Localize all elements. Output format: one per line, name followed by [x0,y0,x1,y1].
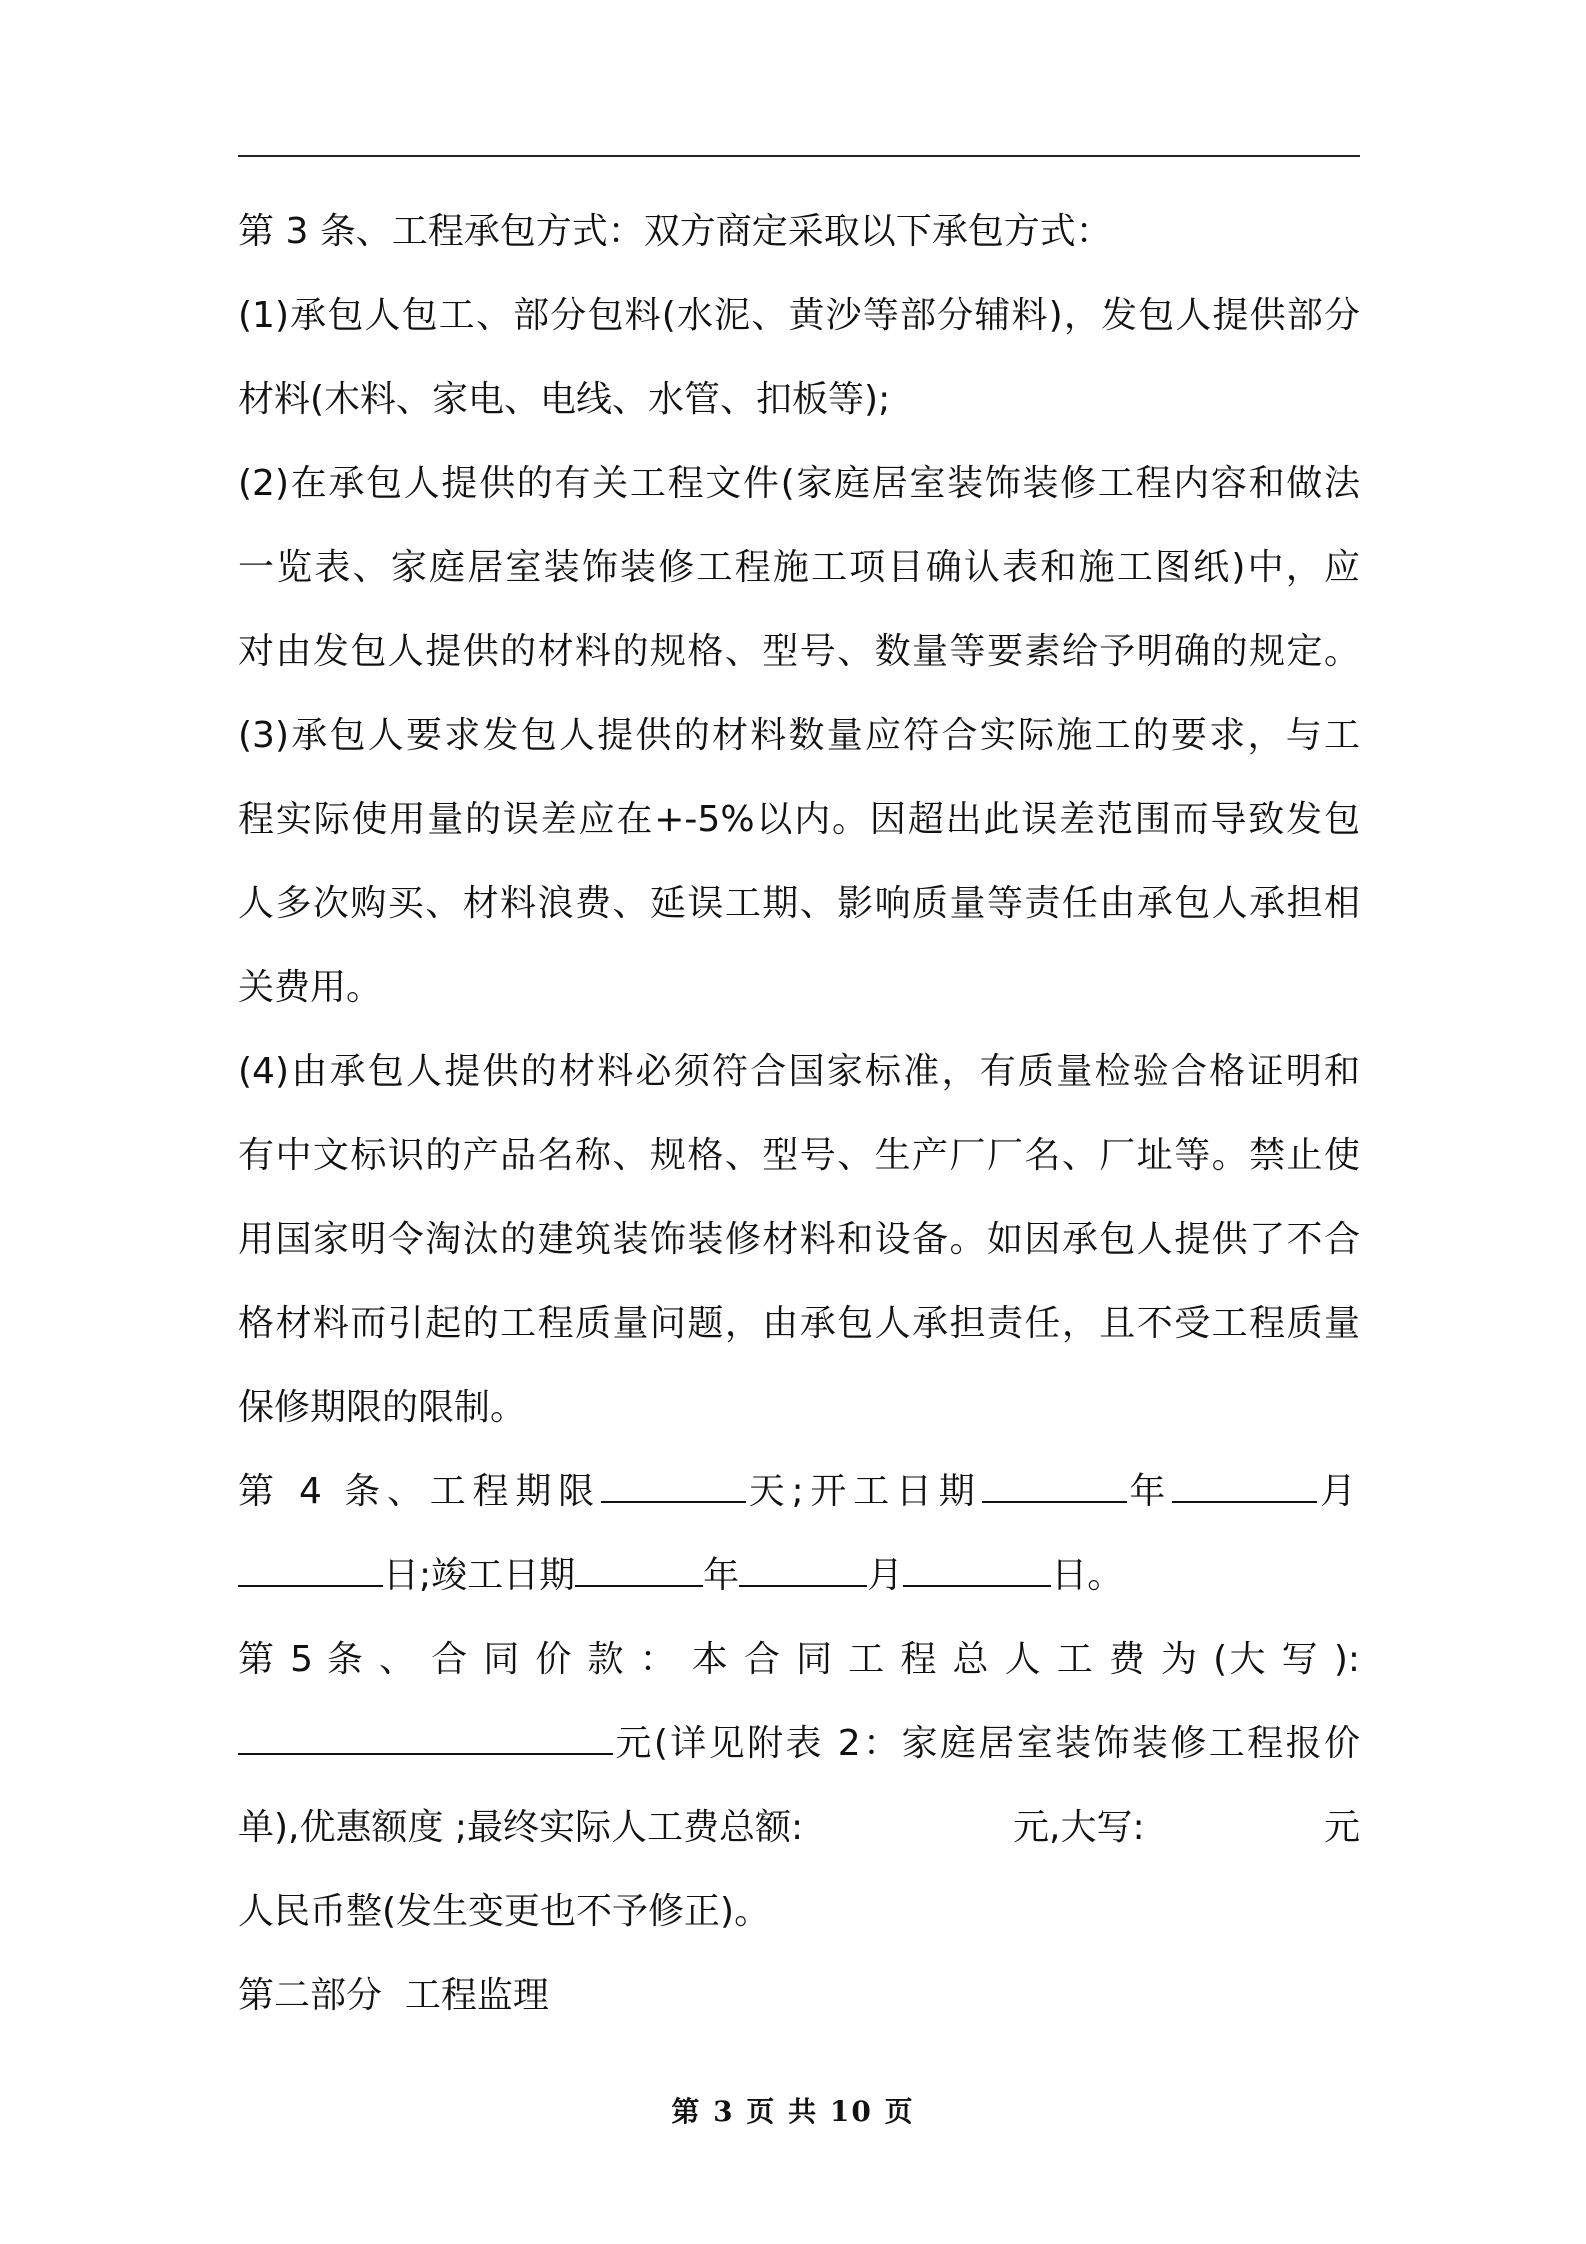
paragraph-line: 人多次购买、材料浪费、延误工期、影响质量等责任由承包人承担相 [238,883,1360,924]
blank-field [238,1555,383,1587]
article-5-text: 元(详见附表 2：家庭居室装饰装修工程报价 [613,1723,1360,1764]
month-label: 月 [867,1555,904,1596]
blank-field [982,1471,1127,1503]
end-day-label: 日。 [1051,1555,1124,1596]
page-number: 第 3 页 共 10 页 [671,2095,915,2128]
paragraph-line: (2)在承包人提供的有关工程文件(家庭居室装饰装修工程内容和做法 [238,463,1360,504]
blank-field [575,1555,703,1587]
days-label: 天 [745,1471,792,1512]
document-body [238,190,1360,2038]
section-heading: 第二部分 工程监理 [238,1975,549,2016]
paragraph-line: 一览表、家庭居室装饰装修工程施工项目确认表和施工图纸)中，应 [238,547,1360,588]
paragraph-line: 用国家明令淘汰的建筑装饰装修材料和设备。如因承包人提供了不合 [238,1219,1360,1260]
article-5-text: 元,大写: [1013,1807,1145,1848]
article-5-text: 元 [1323,1807,1360,1848]
blank-field [238,1723,613,1755]
year-label: 年 [1126,1471,1173,1512]
blank-field [739,1555,867,1587]
blank-field [1172,1471,1317,1503]
month-label: 月 [1317,1471,1360,1512]
end-date-label: ;竣工日期 [419,1555,576,1596]
paragraph-line: (3)承包人要求发包人提供的材料数量应符合实际施工的要求，与工 [238,715,1360,756]
header-rule [238,155,1360,157]
start-date-label: ;开工日期 [791,1471,982,1512]
paragraph-line: 保修期限的限制。 [238,1387,527,1428]
paragraph-line: 关费用。 [238,967,383,1008]
paragraph-line: 有中文标识的产品名称、规格、型号、生产厂厂名、厂址等。禁止使 [238,1135,1360,1176]
paragraph-line: 程实际使用量的误差应在+-5%以内。因超出此误差范围而导致发包 [238,799,1360,840]
article-5-line-2 [238,1702,1360,1786]
paragraph-line: 材料(木料、家电、电线、水管、扣板等); [238,379,891,420]
paragraph-line: (4)由承包人提供的材料必须符合国家标准，有质量检验合格证明和 [238,1051,1360,1092]
article-5-line-3 [238,1786,1360,1870]
article-3-heading: 第 3 条、工程承包方式：双方商定采取以下承包方式： [238,211,1112,252]
article-5-text: 单),优惠额度 ;最终实际人工费总额: [238,1807,804,1848]
day-label: 日 [383,1555,420,1596]
paragraph-line: 对由发包人提供的材料的规格、型号、数量等要素给予明确的规定。 [238,631,1360,672]
year-label: 年 [703,1555,740,1596]
article-5-line-4: 人民币整(发生变更也不予修正)。 [238,1891,771,1932]
article-4-line-2 [238,1534,1360,1618]
blank-field [903,1555,1051,1587]
blank-field [601,1471,746,1503]
paragraph-line: (1)承包人包工、部分包料(水泥、黄沙等部分辅料)，发包人提供部分 [238,295,1360,336]
article-4-label: 第 4 条、工程期限 [238,1471,601,1512]
article-5-heading: 第 5 条 、 合 同 价 款 ： 本 合 同 工 程 总 人 工 费 为 (大 写 ): [238,1639,1360,1680]
paragraph-line: 格材料而引起的工程质量问题，由承包人承担责任，且不受工程质量 [238,1303,1360,1344]
article-4-line-1 [238,1450,1360,1534]
